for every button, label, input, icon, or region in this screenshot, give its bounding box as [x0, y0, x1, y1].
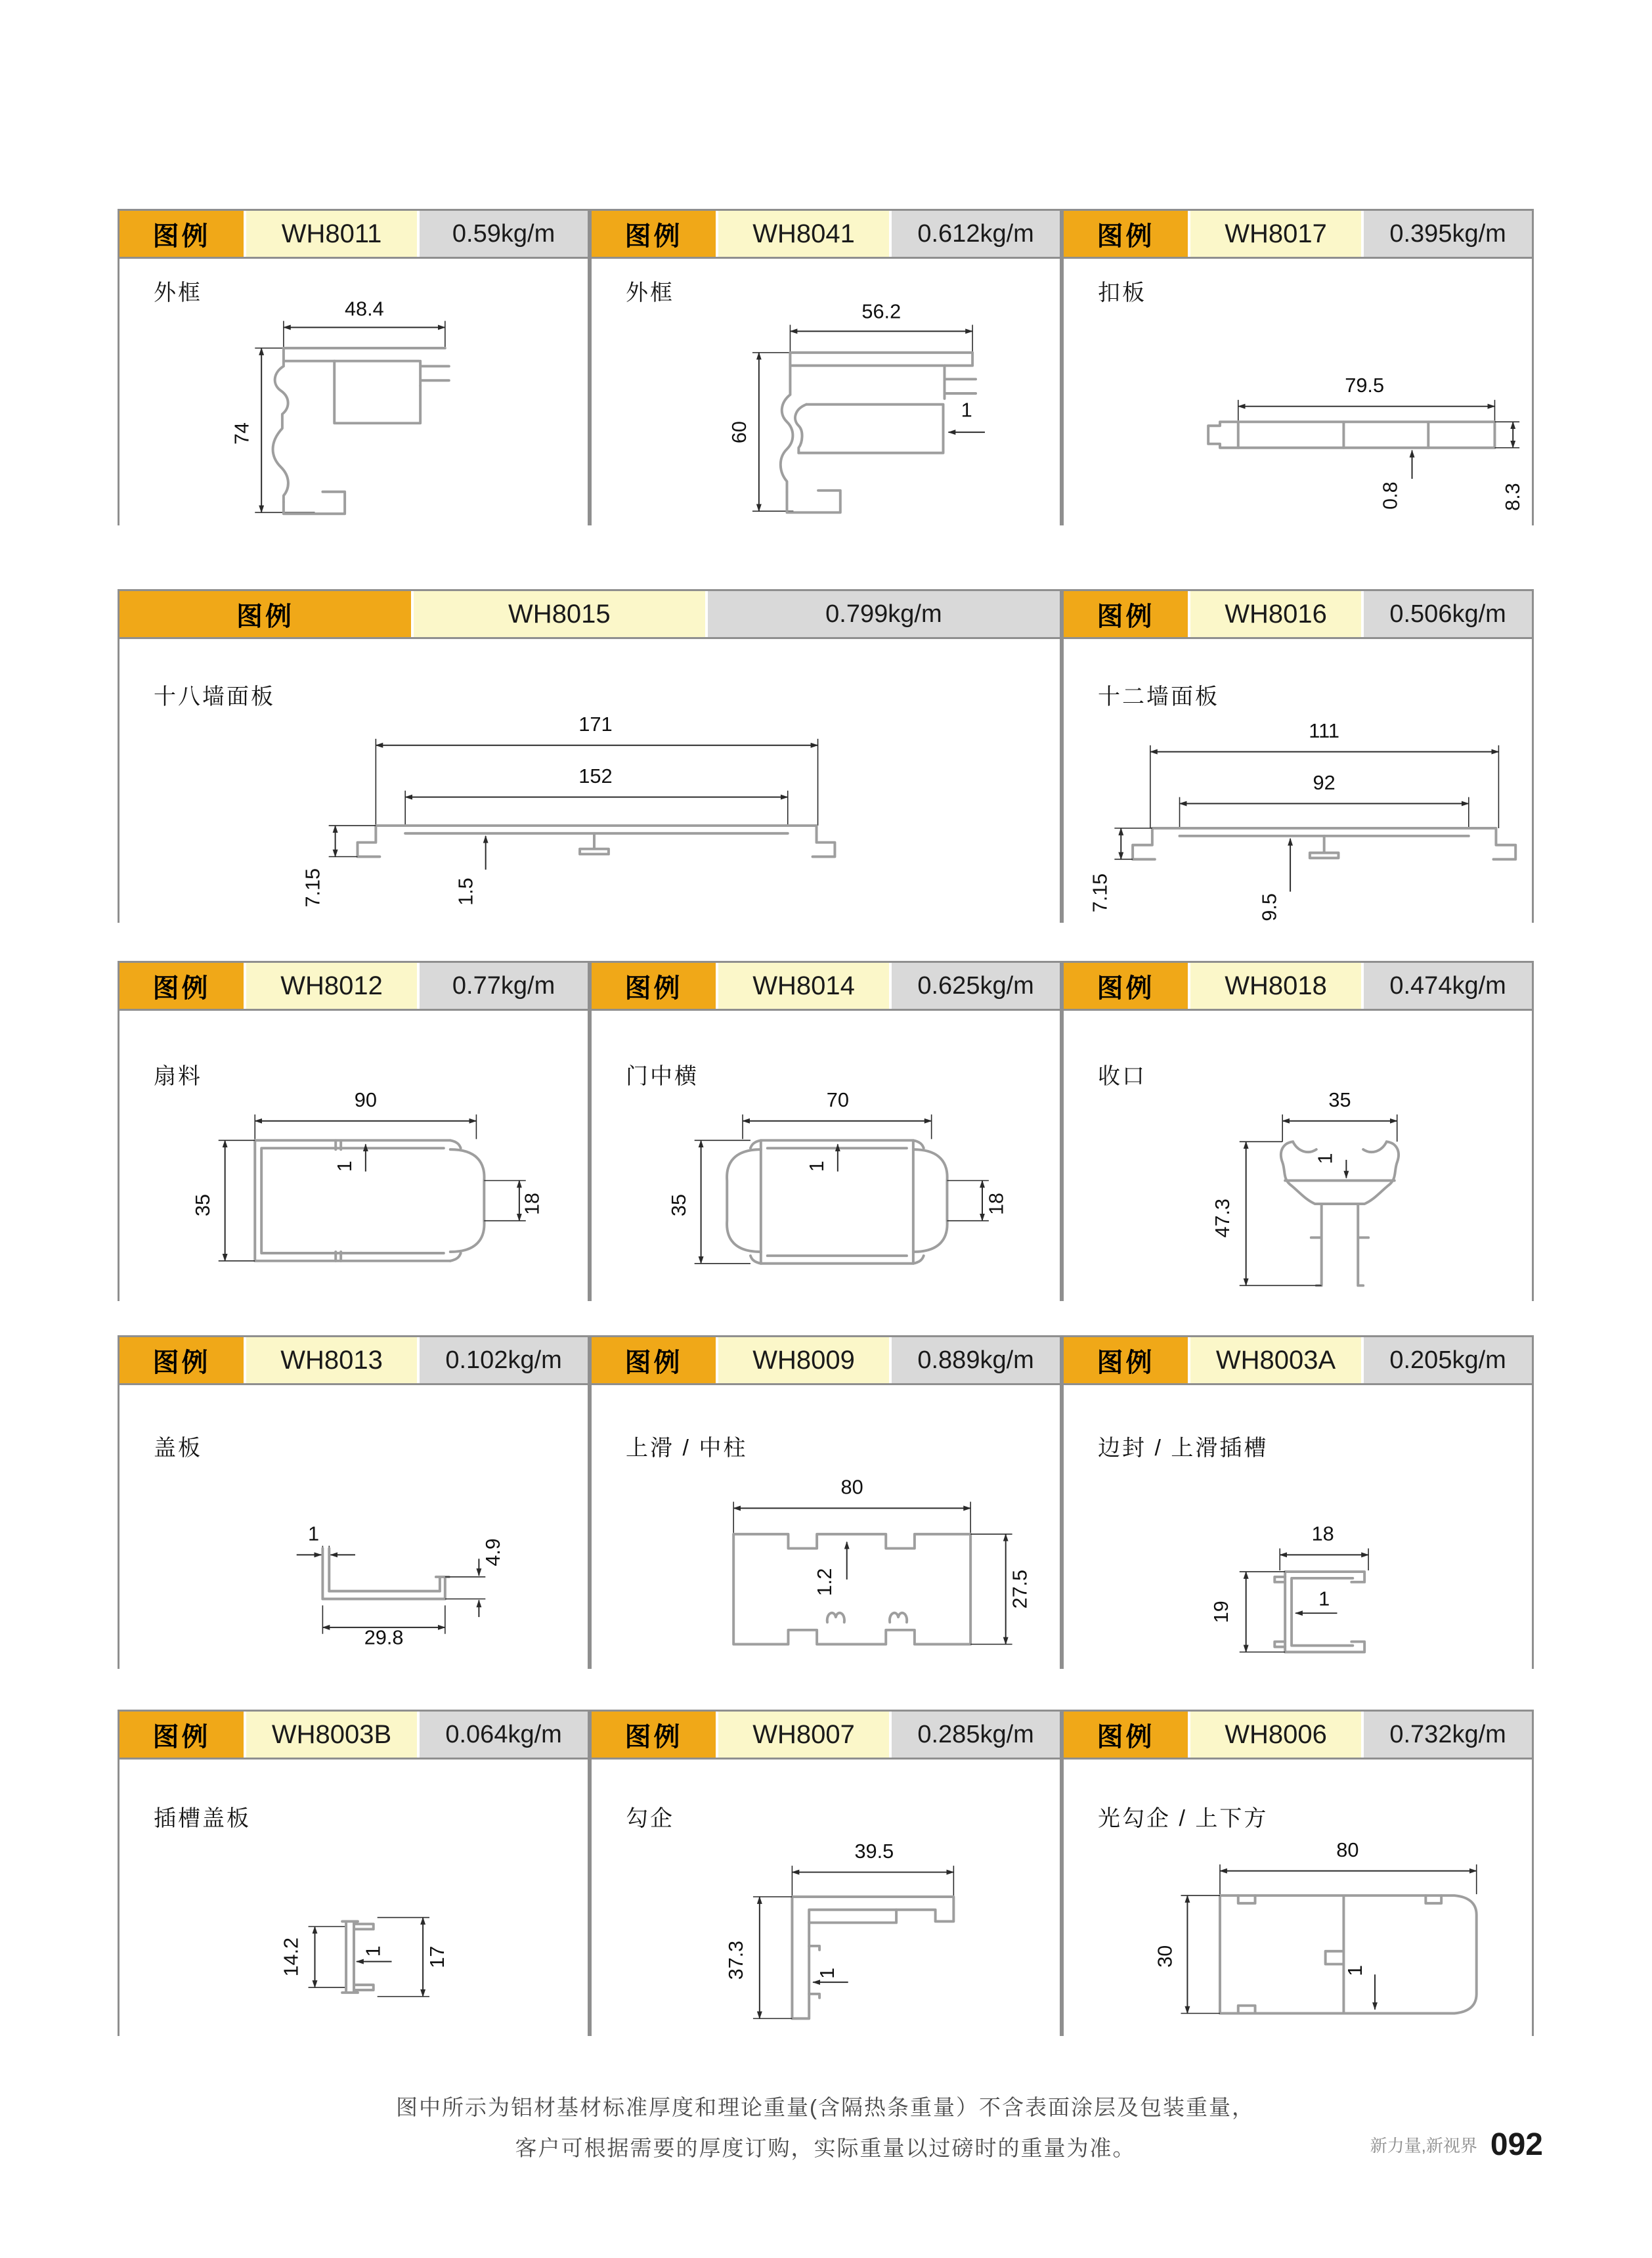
card-body: [592, 1009, 1060, 1301]
legend-badge: 图例: [1064, 591, 1188, 637]
legend-badge: 图例: [1064, 963, 1188, 1009]
profile-name: 边封 / 上滑插槽: [1098, 1436, 1269, 1461]
card-body: [1064, 637, 1532, 923]
dim-label: 7.15: [301, 868, 324, 908]
dim-label: 35: [667, 1193, 690, 1216]
dim-label: 152: [578, 764, 613, 787]
dim-label: 1: [1318, 1587, 1330, 1610]
profile-name: 外框: [154, 280, 202, 305]
dim-label: 171: [578, 713, 613, 736]
profile-drawing: [592, 259, 1060, 525]
card-body: [120, 1758, 588, 2036]
profile-name: 光勾企 / 上下方: [1098, 1806, 1269, 1831]
profile-name: 十二墙面板: [1098, 684, 1219, 709]
dim-label: 80: [840, 1476, 863, 1499]
dim-label: 92: [1313, 771, 1336, 794]
dim-label: 1: [333, 1161, 357, 1172]
profile-card-wh8013: [118, 1335, 590, 1669]
card-header: [592, 963, 1060, 1009]
dim-label: 14.2: [280, 1937, 303, 1977]
dim-label: 70: [826, 1089, 849, 1111]
profile-name: 收口: [1098, 1064, 1146, 1089]
card-header: [1064, 211, 1532, 257]
legend-badge: 图例: [592, 1337, 716, 1383]
weight-value: 0.732kg/m: [1364, 1712, 1532, 1758]
card-header: [1064, 591, 1532, 637]
weight-value: 0.799kg/m: [708, 591, 1060, 637]
product-code: WH8011: [246, 211, 417, 257]
profile-drawing: [592, 1385, 1060, 1669]
dim-label: 29.8: [364, 1626, 404, 1649]
profile-card-wh8016: [1062, 589, 1534, 923]
product-code: WH8017: [1190, 211, 1361, 257]
dim-label: 79.5: [1345, 374, 1385, 397]
profile-card-wh8003b: [118, 1710, 590, 2036]
legend-badge: 图例: [592, 211, 716, 257]
legend-badge: 图例: [592, 1712, 716, 1758]
profile-card-wh8009: [590, 1335, 1062, 1669]
product-code: WH8007: [718, 1712, 889, 1758]
dim-label: 56.2: [861, 300, 902, 323]
card-body: [592, 1758, 1060, 2036]
profile-card-wh8012: [118, 961, 590, 1301]
profile-drawing: [1064, 259, 1532, 525]
weight-value: 0.285kg/m: [892, 1712, 1060, 1758]
dim-label: 18: [985, 1192, 1008, 1216]
card-body: [592, 257, 1060, 525]
product-code: WH8013: [246, 1337, 417, 1383]
dim-label: 80: [1336, 1838, 1359, 1861]
profile-drawing: [592, 1760, 1060, 2036]
weight-value: 0.506kg/m: [1364, 591, 1532, 637]
dim-label: 1: [362, 1945, 385, 1957]
weight-value: 0.889kg/m: [892, 1337, 1060, 1383]
legend-badge: 图例: [120, 1712, 244, 1758]
dim-label: 60: [728, 421, 751, 444]
weight-value: 0.612kg/m: [892, 211, 1060, 257]
dim-label: 1.2: [813, 1568, 836, 1597]
dim-label: 35: [191, 1193, 214, 1216]
card-header: [120, 591, 1060, 637]
dim-label: 1: [805, 1161, 829, 1172]
card-header: [1064, 1712, 1532, 1758]
profile-drawing: [120, 1760, 588, 2036]
legend-badge: 图例: [120, 963, 244, 1009]
card-body: [120, 1009, 588, 1301]
dim-label: 1: [1314, 1153, 1337, 1164]
dim-label: 4.9: [482, 1538, 505, 1566]
profile-name: 上滑 / 中柱: [626, 1436, 748, 1461]
profile-name: 外框: [626, 280, 674, 305]
dim-label: 8.3: [1502, 483, 1525, 511]
dim-label: 1: [815, 1967, 838, 1979]
footer-note: [118, 2087, 1533, 2169]
dim-label: 9.5: [1258, 893, 1281, 921]
dim-label: 19: [1209, 1601, 1232, 1624]
card-body: [1064, 1758, 1532, 2036]
product-code: WH8041: [718, 211, 889, 257]
dim-label: 90: [354, 1089, 377, 1111]
profile-drawing: [1064, 1385, 1532, 1669]
legend-badge: 图例: [1064, 1712, 1188, 1758]
footer-note-line1: 图中所示为铝材基材标准厚度和理论重量(含隔热条重量）不含表面涂层及包装重量，: [396, 2095, 1255, 2119]
product-code: WH8003B: [246, 1712, 417, 1758]
dim-label: 1: [961, 399, 972, 422]
dim-label: 17: [425, 1945, 448, 1968]
card-header: [120, 1337, 588, 1383]
card-body: [120, 257, 588, 525]
profile-drawing: [1064, 1011, 1532, 1301]
profile-card-wh8014: [590, 961, 1062, 1301]
dim-label: 7.15: [1089, 873, 1112, 913]
profile-card-wh8015: [118, 589, 1062, 923]
dim-label: 1.5: [454, 877, 477, 906]
product-code: WH8003A: [1190, 1337, 1361, 1383]
product-code: WH8006: [1190, 1712, 1361, 1758]
profile-card-wh8011: [118, 209, 590, 525]
weight-value: 0.77kg/m: [420, 963, 588, 1009]
profile-drawing: [1064, 1760, 1532, 2036]
product-code: WH8014: [718, 963, 889, 1009]
dim-label: 47.3: [1211, 1198, 1234, 1238]
dim-label: 1: [307, 1522, 320, 1545]
profile-name: 勾企: [626, 1806, 674, 1831]
profile-drawing: [1064, 639, 1532, 923]
product-code: WH8018: [1190, 963, 1361, 1009]
profile-name: 盖板: [154, 1436, 202, 1461]
dim-label: 48.4: [344, 298, 384, 321]
profile-card-wh8017: [1062, 209, 1534, 525]
legend-badge: 图例: [120, 591, 411, 637]
weight-value: 0.474kg/m: [1364, 963, 1532, 1009]
card-header: [120, 1712, 588, 1758]
profile-name: 十八墙面板: [154, 684, 275, 709]
product-code: WH8009: [718, 1337, 889, 1383]
card-body: [592, 1383, 1060, 1669]
weight-value: 0.102kg/m: [420, 1337, 588, 1383]
dim-label: 27.5: [1009, 1569, 1032, 1609]
legend-badge: 图例: [1064, 211, 1188, 257]
dim-label: 111: [1309, 719, 1340, 742]
weight-value: 0.064kg/m: [420, 1712, 588, 1758]
product-code: WH8015: [414, 591, 705, 637]
card-body: [1064, 1383, 1532, 1669]
dim-label: 37.3: [724, 1940, 748, 1980]
profile-card-wh8007: [590, 1710, 1062, 2036]
card-body: [1064, 257, 1532, 525]
profile-card-wh8018: [1062, 961, 1534, 1301]
product-code: WH8012: [246, 963, 417, 1009]
weight-value: 0.59kg/m: [420, 211, 588, 257]
profile-card-wh8003a: [1062, 1335, 1534, 1669]
profile-drawing: [120, 259, 588, 525]
card-header: [120, 211, 588, 257]
page-footer-mark: [1372, 2127, 1543, 2163]
legend-badge: 图例: [120, 1337, 244, 1383]
profile-name: 插槽盖板: [154, 1806, 251, 1831]
weight-value: 0.395kg/m: [1364, 211, 1532, 257]
profile-card-wh8006: [1062, 1710, 1534, 2036]
dim-label: 39.5: [854, 1840, 894, 1863]
dim-label: 74: [230, 422, 253, 445]
legend-badge: 图例: [1064, 1337, 1188, 1383]
dim-label: 30: [1154, 1945, 1177, 1968]
weight-value: 0.625kg/m: [892, 963, 1060, 1009]
card-header: [1064, 963, 1532, 1009]
card-header: [592, 1337, 1060, 1383]
profile-card-wh8041: [590, 209, 1062, 525]
dim-label: 35: [1328, 1089, 1351, 1111]
legend-badge: 图例: [592, 963, 716, 1009]
card-header: [592, 211, 1060, 257]
card-header: [120, 963, 588, 1009]
profile-name: 门中横: [626, 1064, 699, 1089]
brand-tagline: 新力量,新视界: [1370, 2136, 1477, 2156]
profile-drawing: [120, 639, 1060, 923]
profile-name: 扇料: [154, 1064, 202, 1089]
footer-note-line2: 客户可根据需要的厚度订购，实际重量以过磅时的重量为准。: [515, 2136, 1136, 2160]
card-body: [1064, 1009, 1532, 1301]
page-number: 092: [1490, 2127, 1543, 2162]
dim-label: 1: [1344, 1964, 1367, 1976]
weight-value: 0.205kg/m: [1364, 1337, 1532, 1383]
dim-label: 0.8: [1379, 481, 1402, 510]
card-body: [120, 1383, 588, 1669]
dim-label: 18: [1311, 1522, 1334, 1545]
card-body: [120, 637, 1060, 923]
profile-drawing: [120, 1385, 588, 1669]
profile-drawing: [120, 1011, 588, 1301]
profile-drawing: [592, 1011, 1060, 1301]
card-header: [1064, 1337, 1532, 1383]
card-header: [592, 1712, 1060, 1758]
legend-badge: 图例: [120, 211, 244, 257]
profile-name: 扣板: [1098, 280, 1146, 305]
product-code: WH8016: [1190, 591, 1361, 637]
dim-label: 18: [521, 1192, 544, 1216]
